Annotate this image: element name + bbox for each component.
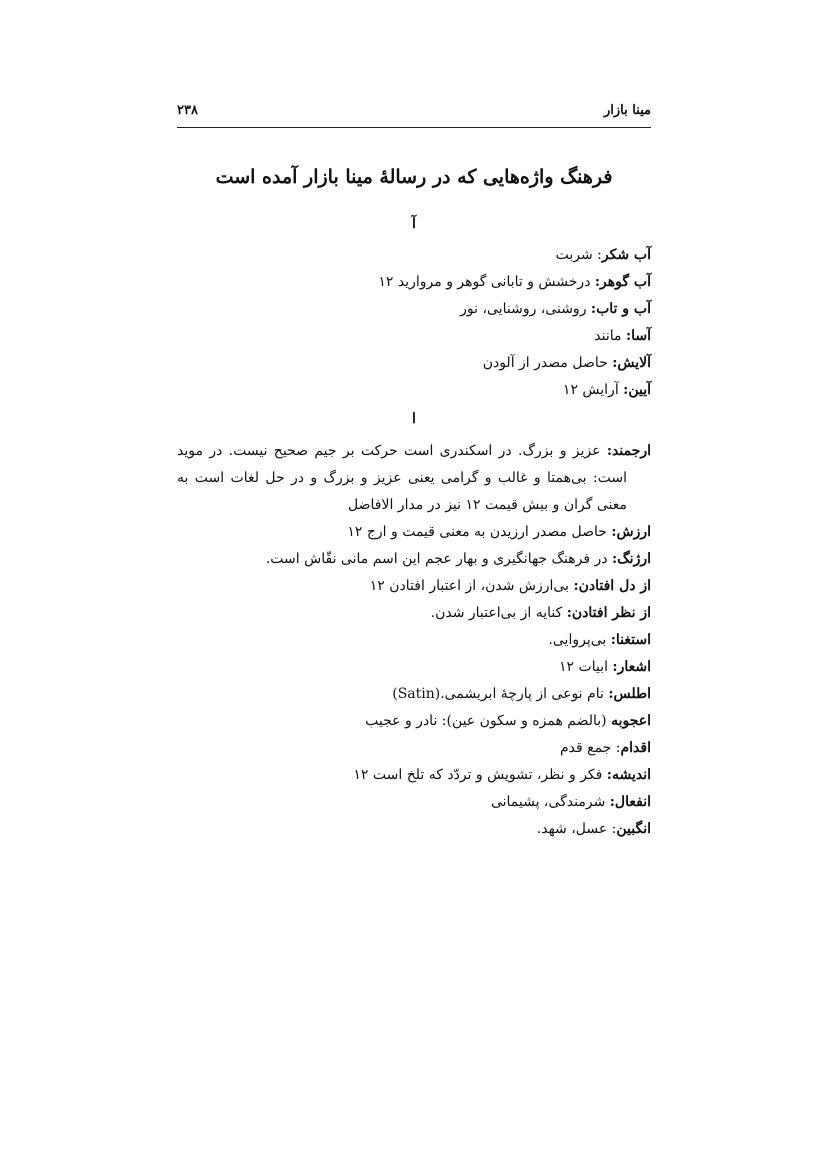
entry-definition: : عسل، شهد. bbox=[536, 821, 617, 837]
entry-definition: کنایه از بی‌اعتبار شدن. bbox=[430, 605, 567, 621]
entry-definition: (بالضم همزه و سکون عین): نادر و عجیب bbox=[365, 713, 612, 729]
entry-headword: اعجوبه bbox=[611, 713, 651, 729]
glossary-section-alef bbox=[177, 438, 651, 843]
entry-definition: عزیز و بزرگ. در اسکندری است حرکت بر جیم صحیح نیست. در موید است: بی‌همتا و غالب و گرامی یعنی عزیز و بزرگ و در حل لغات است به معنی گران و بیش قیمت ۱۲ نیز در مدار الافاضل bbox=[177, 443, 627, 513]
glossary-entry bbox=[177, 242, 651, 269]
glossary-entry bbox=[177, 269, 651, 296]
entry-definition: آرایش ۱۲ bbox=[562, 382, 624, 398]
chapter-title: فرهنگ واژه‌هایی که در رسالهٔ مینا بازار آمده است bbox=[215, 166, 613, 188]
entry-headword: از نظر افتادن: bbox=[566, 605, 651, 621]
glossary-entry bbox=[177, 762, 651, 789]
glossary-entry bbox=[177, 519, 651, 546]
entry-definition: بی‌ارزش شدن، از اعتبار افتادن ۱۲ bbox=[369, 578, 574, 594]
entry-headword: آیین: bbox=[623, 382, 651, 398]
entry-definition: بی‌پروایی. bbox=[548, 632, 611, 648]
running-head-title: مینا بازار bbox=[603, 103, 651, 118]
entry-headword: آب گوهر: bbox=[594, 274, 651, 290]
glossary-entry bbox=[177, 573, 651, 600]
entry-headword: انفعال: bbox=[609, 794, 651, 810]
section-letter-alef-madd: آ bbox=[412, 216, 416, 232]
entry-headword: از دل افتادن: bbox=[573, 578, 651, 594]
entry-headword: اقدام bbox=[620, 740, 651, 756]
entry-definition: در فرهنگ جهانگیری و بهار عجم این اسم مانی نقّاش است. bbox=[265, 551, 612, 567]
entry-definition: حاصل مصدر از آلودن bbox=[482, 355, 613, 371]
glossary-entry bbox=[177, 708, 651, 735]
glossary-entry bbox=[177, 654, 651, 681]
entry-headword: آب شکر bbox=[601, 247, 651, 263]
entry-headword: استغنا: bbox=[610, 632, 651, 648]
glossary-entry bbox=[177, 816, 651, 843]
entry-definition: ابیات ۱۲ bbox=[559, 659, 613, 675]
glossary-entry bbox=[177, 546, 651, 573]
entry-headword: آب و تاب: bbox=[590, 301, 651, 317]
glossary-entry bbox=[177, 323, 651, 350]
entry-definition: درخشش و تابانی گوهر و مروارید ۱۲ bbox=[378, 274, 595, 290]
glossary-entry bbox=[177, 600, 651, 627]
entry-definition: نام نوعی از پارچهٔ ابریشمی.(Satin) bbox=[392, 686, 609, 702]
entry-headword: ارزش: bbox=[611, 524, 651, 540]
glossary-entry bbox=[177, 789, 651, 816]
glossary-entry bbox=[177, 735, 651, 762]
entry-definition: : شربت bbox=[555, 247, 602, 263]
entry-definition: روشنی، روشنایی، نور bbox=[460, 301, 591, 317]
glossary-entry bbox=[177, 350, 651, 377]
glossary-entry bbox=[177, 377, 651, 404]
entry-headword: اشعار: bbox=[612, 659, 651, 675]
entry-headword: اندیشه: bbox=[606, 767, 651, 783]
entry-headword: ارجمند: bbox=[606, 443, 651, 459]
entry-definition: شرمندگی، پشیمانی bbox=[490, 794, 610, 810]
section-letter-alef: ا bbox=[412, 411, 416, 427]
page-number: ۲۳۸ bbox=[177, 103, 198, 118]
entry-definition: مانند bbox=[594, 328, 626, 344]
entry-headword: انگبین bbox=[616, 821, 651, 837]
glossary-entry bbox=[177, 627, 651, 654]
glossary-entry bbox=[177, 438, 651, 519]
entry-headword: آسا: bbox=[625, 328, 651, 344]
entry-headword: ارژنگ: bbox=[611, 551, 651, 567]
glossary-entry bbox=[177, 296, 651, 323]
entry-definition: فکر و نظر، تشویش و تردّد که تلخ است ۱۲ bbox=[353, 767, 607, 783]
glossary-section-alef-madd bbox=[177, 242, 651, 404]
running-header bbox=[177, 103, 651, 128]
entry-headword: آلایش: bbox=[612, 355, 651, 371]
entry-definition: : جمع قدم bbox=[559, 740, 621, 756]
glossary-entry bbox=[177, 681, 651, 708]
entry-headword: اطلس: bbox=[608, 686, 651, 702]
entry-definition: حاصل مصدر ارزیدن به معنی قیمت و ارج ۱۲ bbox=[347, 524, 612, 540]
